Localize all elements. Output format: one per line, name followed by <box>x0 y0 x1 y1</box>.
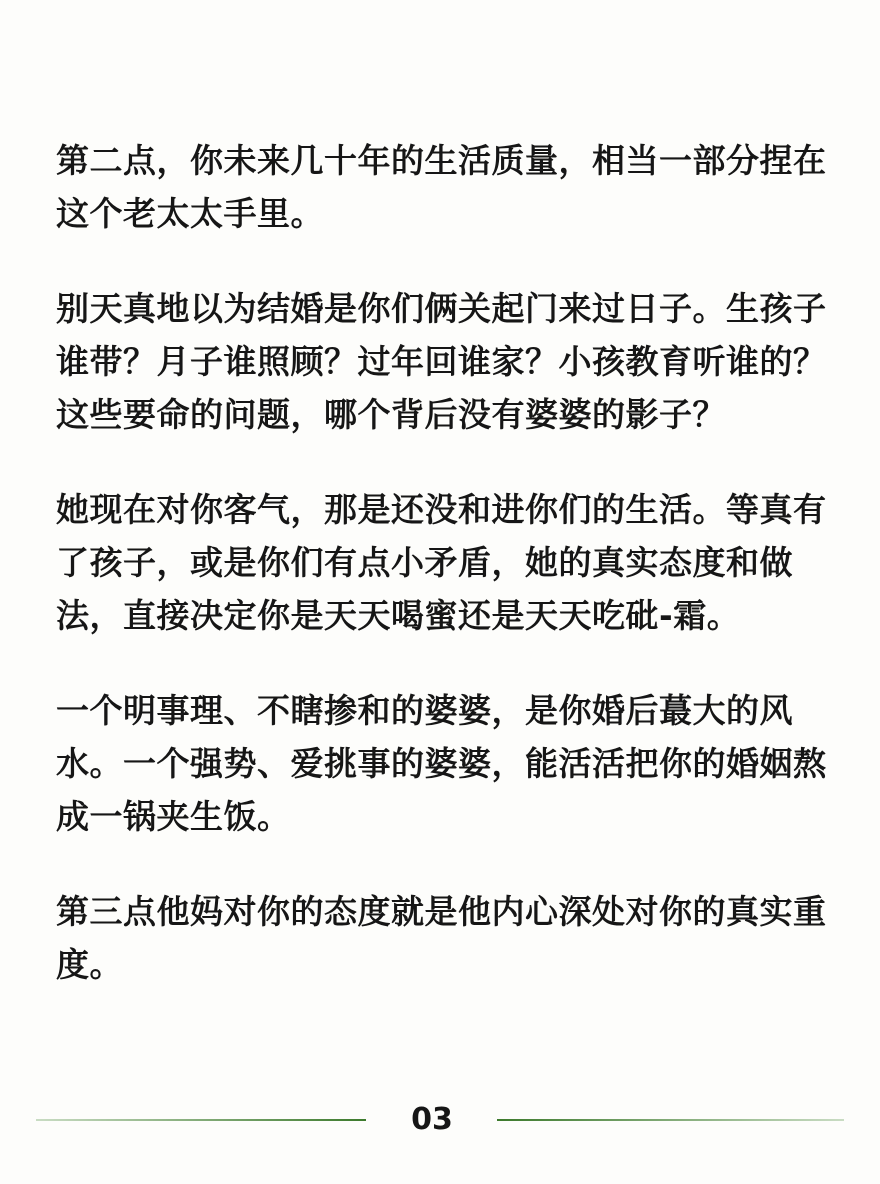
footer-divider-right <box>497 1119 844 1121</box>
paragraph-1: 第二点，你未来几十年的生活质量，相当一部分捏在这个老太太手里。 <box>56 141 827 233</box>
paragraph-3: 她现在对你客气，那是还没和进你们的生活。等真有了孩子，或是你们有点小矛盾，她的真实态度和做法，直接决定你是天天喝蜜还是天天吃砒-霜。 <box>56 490 827 635</box>
page-footer <box>0 1098 880 1142</box>
page-number: 03 <box>411 1102 453 1137</box>
footer-divider-left <box>36 1119 366 1121</box>
paragraph-4: 一个明事理、不瞎掺和的婆婆，是你婚后蕞大的风水。一个强势、爱挑事的婆婆，能活活把你的婚姻熬成一锅夹生饭。 <box>56 691 827 836</box>
paragraph-5: 第三点他妈对你的态度就是他内心深处对你的真实重度。 <box>56 892 827 984</box>
article-body <box>56 134 828 1033</box>
paragraph-2: 别天真地以为结婚是你们俩关起门来过日子。生孩子谁带？月子谁照顾？过年回谁家？小孩教育听谁的？这些要命的问题，哪个背后没有婆婆的影子？ <box>56 289 827 434</box>
